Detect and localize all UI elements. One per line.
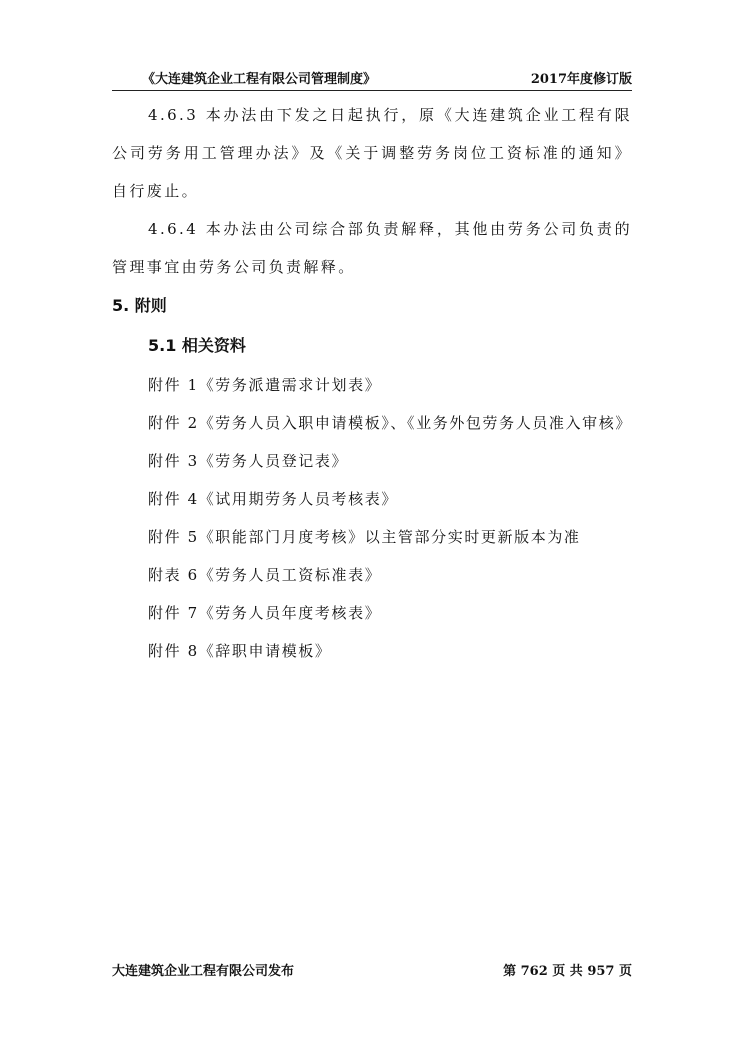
subsection-title-related-materials: 5.1 相关资料 [148,336,246,355]
document-title: 《大连建筑企业工程有限公司管理制度》 [142,72,377,87]
section-title-appendix: 5. 附则 [112,296,167,315]
paragraph-4-6-3: 4.6.3 本办法由下发之日起执行，原《大连建筑企业工程有限公司劳务用工管理办法》及《关于调整劳务岗位工资标准的通知》自行废止。 [112,106,632,200]
paragraph-4-6-4: 4.6.4 本办法由公司综合部负责解释，其他由劳务公司负责的管理事宜由劳务公司负责解释。 [112,220,632,276]
attachment-item: 附件 4《试用期劳务人员考核表》 [148,490,398,508]
attachment-item: 附表 6《劳务人员工资标准表》 [148,566,382,584]
page-content [112,96,632,670]
version-label: 2017年度修订版 [530,72,632,87]
publisher-label: 大连建筑企业工程有限公司发布 [112,964,295,979]
attachment-item: 附件 8《辞职申请模板》 [148,642,332,660]
attachment-item: 附件 1《劳务派遣需求计划表》 [148,376,382,394]
page-number: 第 762 页 共 957 页 [503,964,632,979]
attachment-item: 附件 2《劳务人员入职申请模板》、《业务外包劳务人员准入审核》 [148,414,632,432]
attachment-item: 附件 7《劳务人员年度考核表》 [148,604,382,622]
attachment-item: 附件 3《劳务人员登记表》 [148,452,349,470]
page-footer [112,960,632,984]
attachment-item: 附件 5《职能部门月度考核》以主管部分实时更新版本为准 [148,528,581,546]
attachment-list [112,366,632,670]
page-header [112,64,632,91]
